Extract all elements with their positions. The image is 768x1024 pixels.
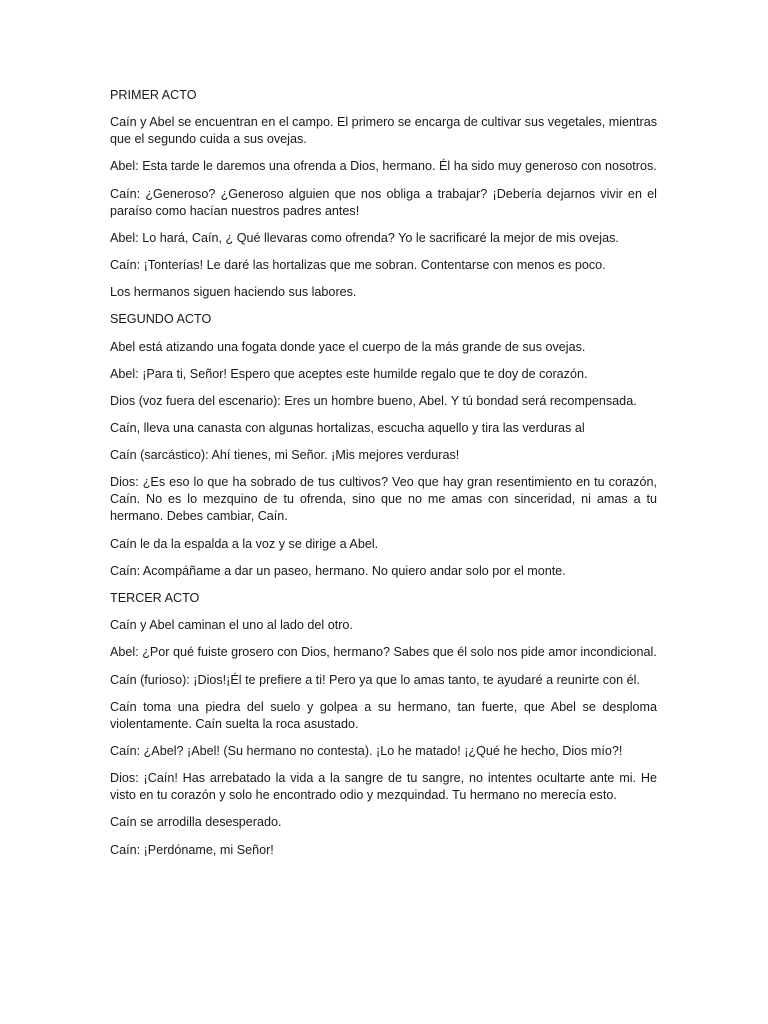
paragraph: Caín (furioso): ¡Dios!¡Él te prefiere a ti! Pero ya que lo amas tanto, te ayudaré a reunirte con él. (110, 672, 640, 687)
paragraph: Caín se arrodilla desesperado. (110, 815, 282, 830)
paragraph: Caín (sarcástico): Ahí tienes, mi Señor. ¡Mis mejores verduras! (110, 448, 460, 463)
paragraph: Caín y Abel caminan el uno al lado del otro. (110, 618, 353, 633)
paragraph: Caín le da la espalda a la voz y se dirige a Abel. (110, 536, 379, 551)
paragraph: Dios: ¡Caín! Has arrebatado la vida a la sangre de tu sangre, no intentes ocultarte ante mi. He visto en tu corazón y solo he encontrado odio y mezquindad. Tu hermano no merecía esto. (110, 771, 657, 803)
paragraph: Abel está atizando una fogata donde yace el cuerpo de la más grande de sus ovejas. (110, 339, 586, 354)
paragraph: Caín y Abel se encuentran en el campo. El primero se encarga de cultivar sus vegetales, mientras que el segundo cuida a sus ovejas. (110, 115, 657, 147)
paragraph: Caín: Acompáñame a dar un paseo, hermano. No quiero andar solo por el monte. (110, 563, 566, 578)
paragraph: Abel: Esta tarde le daremos una ofrenda a Dios, hermano. Él ha sido muy generoso con nosotros. (110, 159, 657, 174)
act-heading-3: TERCER ACTO (110, 591, 200, 605)
paragraph: Dios: ¿Es eso lo que ha sobrado de tus cultivos? Veo que hay gran resentimiento en tu corazón, Caín. No es lo mezquino de tu ofrenda, sino que no me amas con sinceridad, ni amas a tu hermano. Debes cambiar, Caín. (110, 475, 657, 524)
paragraph: Caín, lleva una canasta con algunas hortalizas, escucha aquello y tira las verduras al (110, 421, 585, 436)
paragraph: Caín toma una piedra del suelo y golpea a su hermano, tan fuerte, que Abel se desploma violentamente. Caín suelta la roca asustado. (110, 699, 657, 731)
paragraph: Caín: ¿Abel? ¡Abel! (Su hermano no contesta). ¡Lo he matado! ¡¿Qué he hecho, Dios mío?! (110, 743, 623, 758)
act-heading-2: SEGUNDO ACTO (110, 312, 212, 327)
paragraph: Dios (voz fuera del escenario): Eres un hombre bueno, Abel. Y tú bondad será recompensada. (110, 393, 637, 408)
act-heading-1: PRIMER ACTO (110, 88, 197, 102)
paragraph: Abel: ¿Por qué fuiste grosero con Dios, hermano? Sabes que él solo nos pide amor incondicional. (110, 645, 657, 660)
paragraph: Caín: ¿Generoso? ¿Generoso alguien que nos obliga a trabajar? ¡Debería dejarnos vivir en el paraíso como hacían nuestros padres antes! (110, 186, 657, 218)
paragraph: Caín: ¡Perdóname, mi Señor! (110, 842, 274, 857)
paragraph: Abel: ¡Para ti, Señor! Espero que aceptes este humilde regalo que te doy de corazón. (110, 366, 588, 381)
paragraph: Caín: ¡Tonterías! Le daré las hortalizas que me sobran. Contentarse con menos es poco. (110, 257, 606, 272)
paragraph: Abel: Lo hará, Caín, ¿ Qué llevaras como ofrenda? Yo le sacrificaré la mejor de mis ovejas. (110, 230, 619, 245)
paragraph: Los hermanos siguen haciendo sus labores. (110, 285, 357, 300)
document-page (110, 87, 657, 869)
